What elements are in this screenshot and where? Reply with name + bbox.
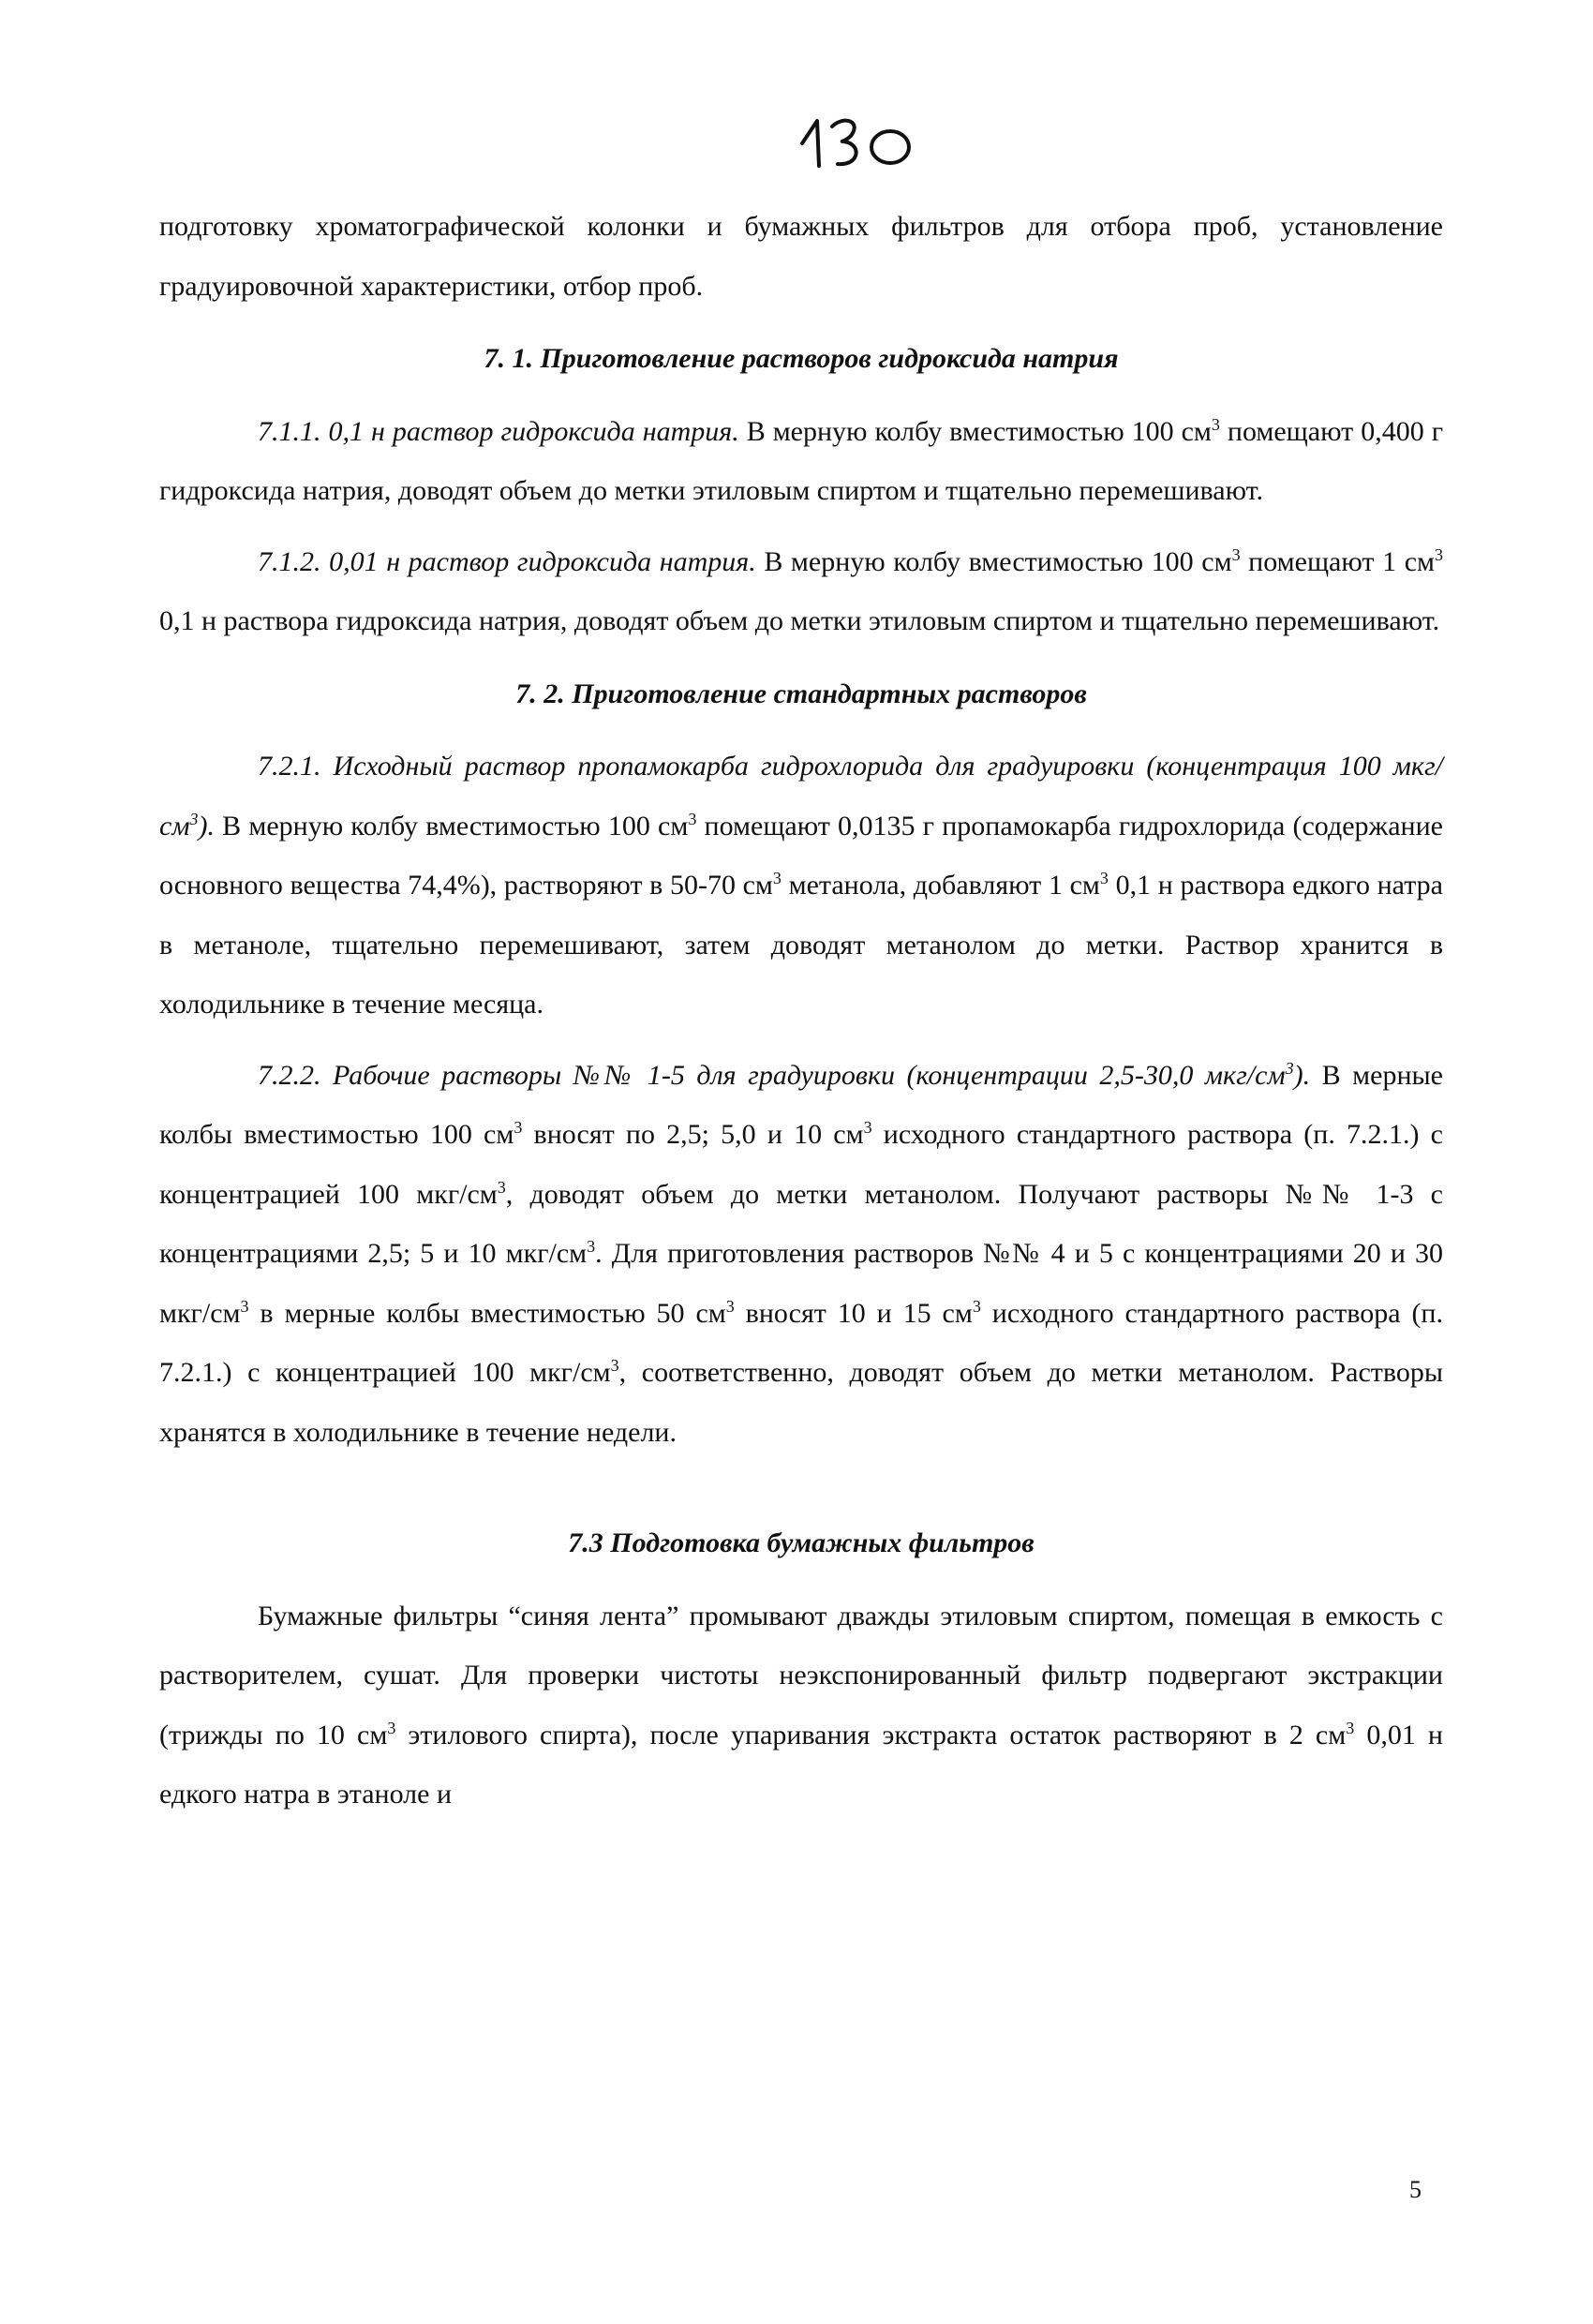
superscript: 3	[725, 1296, 735, 1316]
text-run: вносят 10 и 15 см	[734, 1297, 973, 1329]
superscript: 3	[610, 1356, 619, 1375]
section-spacer	[159, 1462, 1443, 1513]
superscript: 3	[1346, 1718, 1355, 1737]
superscript: 3	[497, 1177, 506, 1197]
paragraph-7-1-2-lead: 7.1.2. 0,01 н раствор гидроксида натрия.	[258, 545, 756, 577]
superscript: 3	[189, 809, 199, 828]
paragraph-7-2-2-lead	[258, 1060, 1310, 1091]
text-run: , соответственно, доводят объем до метки метанолом. Растворы хранятся в холодильнике в течение недели.	[159, 1357, 1444, 1448]
text-run: , доводят объем до метки метанолом. Получают растворы №№ 1-3 с концентрациями 2,5; 5 и 10 мкг/см	[159, 1178, 1443, 1269]
text-run: В мерные колбы вместимостью 100 см	[159, 1059, 1443, 1150]
page-number: 5	[1409, 2176, 1422, 2203]
paragraph-7-1-2	[159, 532, 1443, 651]
document-body	[159, 197, 1443, 1825]
superscript: 3	[240, 1296, 249, 1316]
intro-paragraph: подготовку хроматографической колонки и бумажных фильтров для отбора проб, установление градуировочной характеристики, отбор проб.	[159, 211, 1443, 302]
superscript: 3	[772, 869, 782, 887]
text-run: помещают 1 см	[1240, 545, 1435, 577]
superscript: 3	[1231, 544, 1241, 564]
text-run: Бумажные фильтры “синяя лента” промывают дважды этиловым спиртом, помещая в емкость с растворителем, сушат. Для проверки чистоты неэкспонированный фильтр подвергают экстракции (трижды по 10 см	[159, 1600, 1443, 1750]
handwritten-page-number	[796, 108, 937, 173]
superscript: 3	[972, 1296, 981, 1316]
text-run: 0,1 н раствора едкого натра в метаноле, тщательно перемешивают, затем доводят метанолом до метки. Раствор хранится в холодильнике в течение месяца.	[159, 870, 1443, 1020]
text-run: ).	[198, 810, 215, 842]
handwritten-number-130-icon	[796, 108, 937, 173]
section-7-2-heading: 7. 2. Приготовление стандартных растворов	[515, 678, 1087, 709]
superscript: 3	[1435, 544, 1443, 564]
section-7-1-heading: 7. 1. Приготовление растворов гидроксида натрия	[484, 343, 1119, 374]
superscript: 3	[1099, 869, 1109, 887]
paragraph-7-3	[159, 1587, 1443, 1825]
text-run: 7.2.1. Исходный раствор пропамокарба гидрохлорида для градуировки (концентрация 100 мкг/см	[159, 751, 1443, 842]
paragraph-7-2-1	[159, 737, 1443, 1035]
superscript: 3	[514, 1118, 523, 1137]
text-run: помещают 0,400 г гидроксида натрия, доводят объем до метки этиловым спиртом и тщательно перемешивают.	[159, 415, 1444, 506]
superscript: 3	[1285, 1058, 1294, 1078]
text-run: этилового спирта), после упаривания экстракта остаток растворяют в 2 см	[395, 1719, 1347, 1750]
text-run: ).	[1293, 1059, 1311, 1091]
section-7-3-heading: 7.3 Подготовка бумажных фильтров	[568, 1527, 1035, 1558]
paragraph-7-2-2	[159, 1046, 1443, 1463]
superscript: 3	[688, 809, 697, 828]
text-run: исходного стандартного раствора (п. 7.2.1.) с концентрацией 100 мкг/см	[159, 1119, 1443, 1210]
text-run: исходного стандартного раствора (п. 7.2.1.) с концентрацией 100 мкг/см	[159, 1297, 1443, 1388]
text-run: 0,01 н едкого натра в этаноле и	[159, 1719, 1443, 1810]
text-run: метанола, добавляют 1 см	[781, 870, 1100, 901]
superscript: 3	[863, 1118, 872, 1137]
superscript: 3	[387, 1718, 396, 1737]
text-run: В мерную колбу вместимостью 100 см	[755, 545, 1232, 577]
superscript: 3	[1211, 414, 1220, 434]
text-run: . Для приготовления растворов №№ 4 и 5 с концентрациями 20 и 30 мкг/см	[159, 1238, 1443, 1329]
text-run: 7.2.2. Рабочие растворы №№ 1-5 для градуировки (концентрации 2,5-30,0 мкг/см	[258, 1059, 1286, 1091]
paragraph-7-1-1-lead: 7.1.1. 0,1 н раствор гидроксида натрия.	[258, 415, 739, 447]
superscript: 3	[587, 1237, 596, 1256]
text-run: 0,1 н раствора гидроксида натрия, доводят объем до метки этиловым спиртом и тщательно перемешивают.	[159, 605, 1440, 636]
text-run: В мерную колбу вместимостью 100 см	[214, 810, 689, 842]
text-run: помещают 0,0135 г пропамокарба гидрохлорида (содержание основного вещества 74,4%), растворяют в 50-70 см	[159, 810, 1443, 901]
paragraph-7-1-1	[159, 402, 1443, 521]
text-run: в мерные колбы вместимостью 50 см	[248, 1297, 726, 1329]
text-run: вносят по 2,5; 5,0 и 10 см	[522, 1119, 864, 1150]
text-run: В мерную колбу вместимостью 100 см	[738, 415, 1212, 447]
